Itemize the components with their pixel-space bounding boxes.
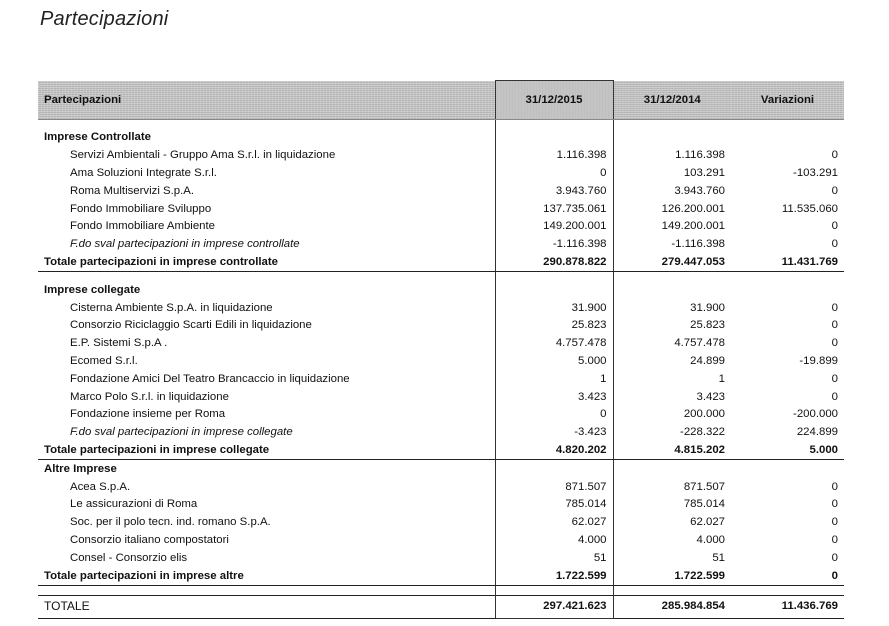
header-2015: 31/12/2015 bbox=[495, 81, 613, 120]
row-value-2015: 31.900 bbox=[495, 299, 613, 317]
header-variazioni: Variazioni bbox=[731, 81, 844, 120]
table-row bbox=[38, 299, 844, 317]
subtotal-row-collegate bbox=[38, 442, 844, 460]
subtotal-value-2014: 4.815.202 bbox=[613, 442, 731, 460]
subtotal-value-2015: 1.722.599 bbox=[495, 567, 613, 585]
table-row bbox=[38, 353, 844, 371]
subtotal-row-controllate bbox=[38, 254, 844, 272]
row-value-2014: 24.899 bbox=[690, 354, 725, 367]
row-name: Ecomed S.r.l. bbox=[70, 354, 138, 367]
subtotal-value-2015: 290.878.822 bbox=[495, 254, 613, 272]
row-value-2015: 5.000 bbox=[495, 353, 613, 371]
row-name: Ama Soluzioni Integrate S.r.l. bbox=[70, 166, 217, 179]
row-value-2014: 1 bbox=[718, 372, 725, 385]
section-label: Imprese collegate bbox=[44, 283, 141, 296]
row-name: E.P. Sistemi S.p.A . bbox=[70, 337, 168, 350]
table-row bbox=[38, 182, 844, 200]
section-label: Altre Imprese bbox=[44, 462, 117, 475]
row-value-2014: 4.757.478 bbox=[674, 337, 725, 350]
row-name: Le assicurazioni di Roma bbox=[70, 498, 198, 511]
row-name: F.do sval partecipazioni in imprese collegate bbox=[70, 426, 293, 439]
row-value-2015: 4.757.478 bbox=[495, 335, 613, 353]
page-title: Partecipazioni bbox=[40, 8, 169, 30]
subtotal-value-2014: 279.447.053 bbox=[613, 254, 731, 272]
row-value-2015: 149.200.001 bbox=[495, 218, 613, 236]
subtotal-value-2014: 1.722.599 bbox=[613, 567, 731, 585]
row-name: F.do sval partecipazioni in imprese controllate bbox=[70, 238, 300, 251]
row-name: Fondazione insieme per Roma bbox=[70, 408, 226, 421]
row-variazione: 0 bbox=[831, 372, 838, 385]
row-name: Consorzio italiano compostatori bbox=[70, 533, 229, 546]
row-value-2015: 3.943.760 bbox=[495, 182, 613, 200]
row-variazione: 0 bbox=[831, 184, 838, 197]
row-variazione: 0 bbox=[831, 480, 838, 493]
subtotal-label: Totale partecipazioni in imprese controllate bbox=[38, 254, 495, 272]
row-variazione: 0 bbox=[831, 516, 838, 529]
row-variazione: 11.535.060 bbox=[781, 202, 838, 215]
row-value-2014: -1.116.398 bbox=[671, 238, 725, 251]
table-row bbox=[38, 478, 844, 496]
row-value-2014: 871.507 bbox=[683, 480, 725, 493]
table-header-row bbox=[38, 81, 844, 120]
row-value-2014: 25.823 bbox=[690, 319, 725, 332]
row-variazione: 224.899 bbox=[796, 426, 838, 439]
row-value-2015: -3.423 bbox=[495, 424, 613, 442]
row-name: Marco Polo S.r.l. in liquidazione bbox=[70, 390, 229, 403]
table-row bbox=[38, 532, 844, 550]
row-value-2015: 785.014 bbox=[495, 496, 613, 514]
row-value-2015: 0 bbox=[495, 165, 613, 183]
row-name: Fondazione Amici Del Teatro Brancaccio in liquidazione bbox=[70, 372, 350, 385]
row-variazione: 0 bbox=[831, 551, 838, 564]
grand-total-value-2015: 297.421.623 bbox=[495, 595, 613, 618]
row-value-2014: 103.291 bbox=[683, 166, 725, 179]
row-name: Cisterna Ambiente S.p.A. in liquidazione bbox=[70, 301, 273, 314]
table-row bbox=[38, 165, 844, 183]
row-value-2014: 1.116.398 bbox=[675, 149, 725, 162]
row-variazione: 0 bbox=[831, 337, 838, 350]
table-body bbox=[38, 120, 844, 619]
row-name: Fondo Immobiliare Sviluppo bbox=[70, 202, 212, 215]
row-variazione: -200.000 bbox=[793, 408, 838, 421]
table-row bbox=[38, 514, 844, 532]
section-heading-collegate bbox=[38, 281, 844, 299]
table-row bbox=[38, 147, 844, 165]
row-value-2014: 4.000 bbox=[696, 533, 725, 546]
spacer-row bbox=[38, 120, 844, 130]
header-2014: 31/12/2014 bbox=[613, 81, 731, 120]
row-value-2015: 51 bbox=[495, 549, 613, 567]
row-value-2015: 1.116.398 bbox=[495, 147, 613, 165]
table-row bbox=[38, 218, 844, 236]
grand-total-variazione: 11.436.769 bbox=[731, 595, 844, 618]
table-row bbox=[38, 549, 844, 567]
row-value-2014: 785.014 bbox=[683, 498, 725, 511]
row-value-2015: 25.823 bbox=[495, 317, 613, 335]
grand-total-label: TOTALE bbox=[38, 595, 495, 618]
row-variazione: 0 bbox=[831, 238, 838, 251]
row-value-2014: -228.322 bbox=[680, 426, 725, 439]
row-value-2015: 871.507 bbox=[495, 478, 613, 496]
row-value-2014: 200.000 bbox=[683, 408, 725, 421]
section-label: Imprese Controllate bbox=[44, 131, 151, 144]
row-value-2015: 3.423 bbox=[495, 388, 613, 406]
row-variazione: 0 bbox=[831, 319, 838, 332]
partecipazioni-table-container bbox=[38, 80, 844, 619]
row-value-2014: 31.900 bbox=[690, 301, 725, 314]
spacer-row bbox=[38, 585, 844, 595]
table-row bbox=[38, 200, 844, 218]
row-value-2014: 149.200.001 bbox=[661, 220, 725, 233]
table-row bbox=[38, 370, 844, 388]
spacer-row bbox=[38, 272, 844, 282]
row-value-2015: 137.735.061 bbox=[495, 200, 613, 218]
row-name: Soc. per il polo tecn. ind. romano S.p.A. bbox=[70, 516, 271, 529]
table-row bbox=[38, 496, 844, 514]
subtotal-value-2015: 4.820.202 bbox=[495, 442, 613, 460]
row-name: Servizi Ambientali - Gruppo Ama S.r.l. in liquidazione bbox=[70, 149, 336, 162]
table-row bbox=[38, 424, 844, 442]
row-value-2014: 3.423 bbox=[696, 390, 725, 403]
row-value-2014: 62.027 bbox=[690, 516, 725, 529]
row-value-2014: 3.943.760 bbox=[674, 184, 725, 197]
subtotal-variazione: 5.000 bbox=[731, 442, 844, 460]
table-row bbox=[38, 317, 844, 335]
row-variazione: 0 bbox=[831, 533, 838, 546]
row-variazione: -103.291 bbox=[793, 166, 838, 179]
row-variazione: -19.899 bbox=[799, 354, 838, 367]
row-variazione: 0 bbox=[831, 390, 838, 403]
partecipazioni-table bbox=[38, 80, 844, 619]
row-name: Consel - Consorzio elis bbox=[70, 551, 188, 564]
row-value-2014: 126.200.001 bbox=[661, 202, 725, 215]
row-value-2015: 0 bbox=[495, 406, 613, 424]
row-variazione: 0 bbox=[831, 301, 838, 314]
row-name: Roma Multiservizi S.p.A. bbox=[70, 184, 195, 197]
row-value-2015: 62.027 bbox=[495, 514, 613, 532]
row-name: Consorzio Riciclaggio Scarti Edili in liquidazione bbox=[70, 319, 312, 332]
row-value-2014: 51 bbox=[712, 551, 725, 564]
row-variazione: 0 bbox=[831, 498, 838, 511]
table-row bbox=[38, 406, 844, 424]
subtotal-row-altre bbox=[38, 567, 844, 585]
section-heading-controllate bbox=[38, 129, 844, 147]
table-row bbox=[38, 388, 844, 406]
grand-total-row bbox=[38, 595, 844, 618]
grand-total-value-2014: 285.984.854 bbox=[613, 595, 731, 618]
row-value-2015: -1.116.398 bbox=[495, 236, 613, 254]
section-heading-altre bbox=[38, 460, 844, 478]
row-value-2015: 1 bbox=[495, 370, 613, 388]
row-variazione: 0 bbox=[831, 220, 838, 233]
header-partecipazioni: Partecipazioni bbox=[38, 81, 495, 120]
subtotal-label: Totale partecipazioni in imprese collegate bbox=[38, 442, 495, 460]
subtotal-variazione: 11.431.769 bbox=[731, 254, 844, 272]
row-name: Fondo Immobiliare Ambiente bbox=[70, 220, 215, 233]
row-variazione: 0 bbox=[831, 149, 838, 162]
row-name: Acea S.p.A. bbox=[70, 480, 131, 493]
table-row bbox=[38, 236, 844, 254]
subtotal-variazione: 0 bbox=[731, 567, 844, 585]
subtotal-label: Totale partecipazioni in imprese altre bbox=[38, 567, 495, 585]
row-value-2015: 4.000 bbox=[495, 532, 613, 550]
table-row bbox=[38, 335, 844, 353]
